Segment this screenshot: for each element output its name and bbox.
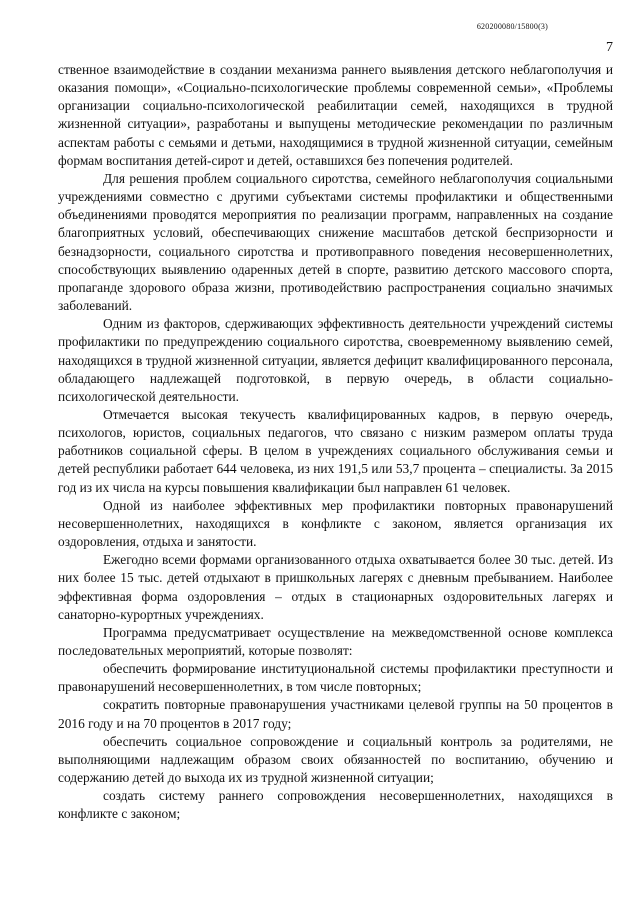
paragraph-program-intro: Программа предусматривает осуществление на межведомственной основе комплекса последовательных мероприятий, которые позволят: bbox=[58, 624, 613, 658]
document-number: 620200080/15800(3) bbox=[476, 22, 548, 31]
list-item-parental-control: обеспечить социальное сопровождение и социальный контроль за родителями, не выполняющими надлежащим образом своих обязанностей по воспитанию, обучению и содержанию детей до выхода их из трудной жизненной ситуации; bbox=[58, 733, 613, 786]
paragraph-summer-rest: Ежегодно всеми формами организованного отдыха охватывается более 30 тыс. детей. Из них более 15 тыс. детей отдыхают в пришкольных лагерях с дневным пребыванием. Наиболее эффективная форма оздоровления – отдых в стационарных оздоровительных лагерях и санаторно-курортных учреждениях. bbox=[58, 552, 613, 622]
paragraph-social-orphanhood: Для решения проблем социального сиротства, семейного неблагополучия социальными учреждениями совместно с другими субъектами системы профилактики и общественными объединениями проводятся мероприятия по реализации программ, направленных на создание благоприятных условий, обеспечивающих снижение масштабов детской беспризорности и безнадзорности, социального сиротства и противоправного поведения несовершеннолетних, способствующих выявлению одаренных детей в спорте, развитию детского массового спорта, пропаганде здорового образа жизни, противодействию распространения социально значимых заболеваний. bbox=[58, 170, 613, 314]
paragraph-continuation: ственное взаимодействие в создании механизма раннего выявления детского неблагополучия и оказания помощи», «Социально-психологические проблемы современной семьи», «Проблемы организации социально-психологической реабилитации семей, находящихся в трудной жизненной ситуации», разработаны и выпущены методические рекомендации по различным аспектам работы с семьями и детьми, находящимися в трудной жизненной ситуации, семейным формам воспитания детей-сирот и детей, оставшихся без попечения родителей. bbox=[58, 62, 613, 168]
list-item-reduce-offenses: сократить повторные правонарушения участниками целевой группы на 50 процентов в 2016 году и на 70 процентов в 2017 году; bbox=[58, 697, 613, 731]
paragraph-staff-turnover: Отмечается высокая текучесть квалифицированных кадров, в первую очередь, психологов, юристов, социальных педагогов, что связано с низким размером оплаты труда работников социальной сферы. В целом в учреждениях социального обслуживания семьи и детей республики работает 644 человека, из них 191,5 или 53,7 процента – специалисты. За 2015 год из их числа на курсы повышения квалификации был направлен 61 человек. bbox=[58, 406, 613, 495]
list-item-early-support: создать систему раннего сопровождения несовершеннолетних, находящихся в конфликте с законом; bbox=[58, 788, 613, 822]
list-item-institutional-system: обеспечить формирование институциональной системы профилактики преступности и правонарушений несовершеннолетних, в том числе повторных; bbox=[58, 661, 613, 695]
page-number: 7 bbox=[606, 40, 613, 55]
paragraph-prevention-measures: Одной из наиболее эффективных мер профилактики повторных правонарушений несовершеннолетних, находящихся в конфликте с законом, является организация их оздоровления, отдыха и занятости. bbox=[58, 497, 613, 550]
paragraph-staff-deficit: Одним из факторов, сдерживающих эффективность деятельности учреждений системы профилактики по предупреждению социального сиротства, своевременному выявлению семей, находящихся в трудной жизненной ситуации, является дефицит квалифицированного персонала, обладающего надлежащей подготовкой, в первую очередь, в области социально-психологической деятельности. bbox=[58, 316, 613, 404]
document-body bbox=[58, 61, 613, 824]
